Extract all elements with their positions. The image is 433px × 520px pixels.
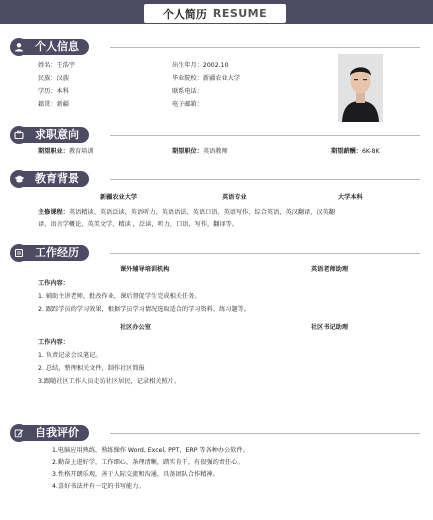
job2-item: 1. 负责记录会议笔记。 bbox=[38, 352, 102, 359]
job2-role: 社区书记助理 bbox=[311, 324, 349, 331]
divider bbox=[110, 179, 420, 180]
section-title: 教育背景 bbox=[23, 171, 89, 187]
objective-field bbox=[38, 148, 94, 156]
title-en: RESUME bbox=[212, 7, 268, 20]
job2-content-label: 工作内容： bbox=[38, 339, 69, 346]
job1-content-label: 工作内容： bbox=[38, 280, 69, 287]
evaluation-item: 1.电脑应用熟练，熟练操作 Word, Excel, PPT，ERP 等各种办公软件。 bbox=[52, 447, 249, 454]
objective-salary-label: 期望薪酬： bbox=[331, 148, 362, 155]
education-courses bbox=[38, 209, 335, 217]
job2-org: 社区办公室 bbox=[120, 324, 151, 331]
objective-salary bbox=[331, 148, 380, 156]
education-degree: 大学本科 bbox=[338, 194, 363, 201]
personal-birth: 出生年月：2002.10 bbox=[172, 62, 229, 69]
section-title: 求职意向 bbox=[23, 127, 89, 143]
job2-item: 3.跟随社区工作人员走访社区居民，记录相关照片。 bbox=[38, 378, 181, 385]
divider bbox=[110, 253, 420, 254]
job2-item: 2. 总结，整理相关文件，制作社区简报 bbox=[38, 365, 145, 372]
evaluation-item: 2.勤奋上进好学，工作细心，条理清晰，踏实肯干，有很强的责任心。 bbox=[52, 459, 244, 466]
section-education bbox=[10, 170, 420, 188]
resume-title bbox=[144, 4, 286, 23]
job1-org: 课外辅导培训机构 bbox=[120, 266, 170, 273]
objective-position bbox=[172, 148, 228, 156]
section-experience bbox=[10, 244, 420, 262]
section-title: 个人信息 bbox=[23, 39, 89, 55]
objective-salary-value: 6K-8K bbox=[361, 148, 380, 155]
education-courses-line2: 译、语言学概论、英美文学、精读 ，泛读，听力，口语，写作，翻译等。 bbox=[38, 221, 238, 228]
pencil-icon bbox=[10, 424, 28, 442]
personal-ethnicity: 民族：汉族 bbox=[38, 75, 69, 82]
personal-origin: 籍贯：新疆 bbox=[38, 101, 69, 108]
education-major: 英语专业 bbox=[222, 194, 247, 201]
section-objective bbox=[10, 126, 420, 144]
section-title: 自我评价 bbox=[23, 425, 89, 441]
objective-field-label: 期望职业： bbox=[38, 148, 69, 155]
personal-degree: 学历：本科 bbox=[38, 88, 69, 95]
title-cn: 个人简历 bbox=[162, 7, 207, 21]
evaluation-item: 4.喜好书法并有一定的书写能力。 bbox=[52, 483, 145, 490]
job1-role: 英语老师助理 bbox=[311, 266, 349, 273]
briefcase-icon bbox=[10, 244, 28, 262]
divider bbox=[110, 47, 420, 48]
handshake-icon bbox=[10, 126, 28, 144]
job1-item: 2. 跟踪学员的学习效果，根据学员学习情况选取适合的学习资料、练习题等。 bbox=[38, 306, 251, 313]
education-courses-value: 英语精读、英语泛读、英语听力、英语语法、英语口语、英语写作、综合英语、英汉翻译、汉英翻 bbox=[68, 209, 335, 216]
divider bbox=[110, 433, 420, 434]
education-school: 新疆农业大学 bbox=[100, 194, 138, 201]
divider bbox=[110, 135, 420, 136]
job1-item: 1. 辅助主讲老师，批改作业，课后督促学生完成相关任务。 bbox=[38, 293, 201, 300]
objective-position-label: 期望职位： bbox=[172, 148, 203, 155]
evaluation-item: 3.性格开朗乐观，善于人际交流和沟通，具备团队合作精神。 bbox=[52, 471, 219, 478]
education-courses-label: 主修课程： bbox=[38, 209, 69, 216]
personal-phone: 联系电话： bbox=[172, 88, 203, 95]
section-evaluation bbox=[10, 424, 420, 442]
person-icon bbox=[10, 38, 28, 56]
personal-school: 毕业院校：新疆农业大学 bbox=[172, 75, 241, 82]
objective-position-value: 英语教师 bbox=[202, 148, 228, 155]
objective-field-value: 教育培训 bbox=[68, 148, 94, 155]
personal-name: 姓名：王浩宇 bbox=[38, 62, 76, 69]
profile-photo bbox=[338, 54, 383, 122]
section-title: 工作经历 bbox=[23, 245, 89, 261]
personal-email: 电子邮箱： bbox=[172, 101, 203, 108]
graduation-cap-icon bbox=[10, 170, 28, 188]
